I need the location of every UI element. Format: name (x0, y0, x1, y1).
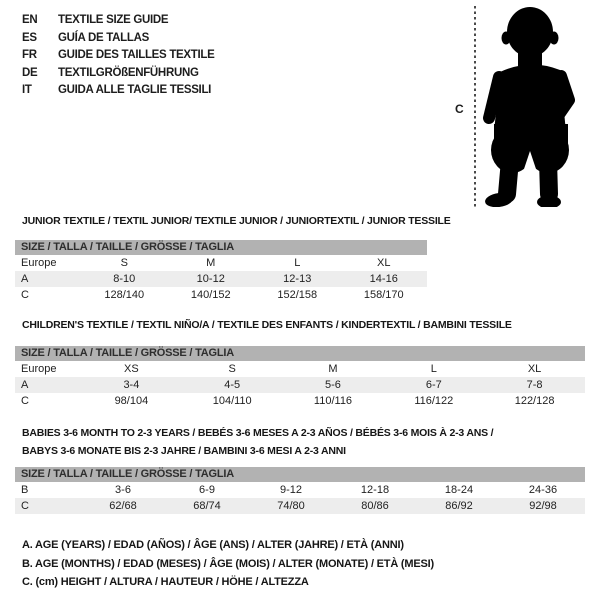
table-cell: 6-9 (199, 484, 215, 496)
language-title: GUIDA ALLE TAGLIE TESSILI (58, 84, 212, 96)
table-cell: 6-7 (425, 379, 442, 391)
table-cell: M (206, 257, 216, 269)
row-label: C (21, 395, 29, 407)
table-row (15, 393, 585, 409)
junior-table-rows (15, 255, 427, 303)
table-cell: 104/110 (212, 395, 252, 407)
table-row (15, 498, 585, 514)
table-cell: S (228, 363, 236, 375)
language-title: GUIDE DES TAILLES TEXTILE (58, 49, 215, 61)
note-age-years: A. AGE (YEARS) / EDAD (AÑOS) / ÂGE (ANS) / ALTER (JAHRE) / ETÀ (ANNI) (22, 539, 404, 551)
table-cell: 7-8 (526, 379, 543, 391)
table-cell: 8-10 (113, 273, 136, 285)
table-cell: 128/140 (104, 289, 145, 301)
table-cell: S (120, 257, 128, 269)
table-cell: 122/128 (514, 395, 555, 407)
table-row (15, 361, 585, 377)
note-height-cm: C. (cm) HEIGHT / ALTURA / HAUTEUR / HÖHE / ALTEZZA (22, 576, 309, 588)
language-code: IT (22, 84, 32, 96)
table-cell: 98/104 (114, 395, 149, 407)
table-cell: 80/86 (361, 500, 389, 512)
table-cell: 10-12 (196, 273, 225, 285)
row-label: Europe (21, 257, 57, 269)
row-label: C (21, 289, 29, 301)
table-cell: 110/116 (313, 395, 353, 407)
language-row (22, 30, 215, 48)
table-cell: 4-5 (224, 379, 241, 391)
note-age-months: B. AGE (MONTHS) / EDAD (MESES) / ÂGE (MOIS) / ALTER (MONATE) / ETÀ (MESI) (22, 557, 434, 570)
table-row (15, 271, 427, 287)
table-cell: 116/122 (414, 395, 454, 407)
row-label: A (21, 379, 29, 391)
table-cell: L (430, 363, 437, 375)
row-label: B (21, 484, 29, 496)
babies-section-title-line2: BABYS 3-6 MONATE BIS 2-3 JAHRE / BAMBINI 3-6 MESI A 2-3 ANNI (22, 445, 346, 457)
language-code: ES (22, 31, 37, 44)
baby-silhouette-icon (482, 4, 582, 207)
junior-size-table (15, 240, 427, 303)
babies-size-table (15, 467, 585, 514)
table-cell: 5-6 (325, 379, 341, 391)
children-size-table (15, 346, 585, 409)
language-title: TEXTILGRÖßENFÜHRUNG (58, 66, 199, 79)
language-row (22, 65, 215, 83)
table-cell: 158/170 (363, 289, 404, 301)
babies-section-title-line1: BABIES 3-6 MONTH TO 2-3 YEARS / BEBÉS 3-6 MESES A 2-3 AÑOS / BÉBÉS 3-6 MOIS À 2-3 ANS / (22, 427, 494, 439)
row-label: Europe (21, 363, 57, 375)
table-cell: L (294, 257, 301, 269)
language-list (22, 12, 215, 100)
language-title: GUÍA DE TALLAS (58, 31, 149, 44)
table-cell: M (328, 363, 338, 375)
children-section-title: CHILDREN'S TEXTILE / TEXTIL NIÑO/A / TEXTILE DES ENFANTS / KINDERTEXTIL / BAMBINI TESSILE (22, 319, 512, 331)
table-row (15, 255, 427, 271)
table-cell: 68/74 (193, 500, 221, 512)
junior-section-title: JUNIOR TEXTILE / TEXTIL JUNIOR/ TEXTILE JUNIOR / JUNIORTEXTIL / JUNIOR TESSILE (22, 215, 451, 227)
table-cell: 9-12 (279, 484, 303, 496)
table-cell: 62/68 (109, 500, 137, 512)
language-row (22, 82, 215, 100)
language-row (22, 47, 215, 65)
babies-table-rows (15, 482, 585, 514)
table-row (15, 287, 427, 303)
row-label: C (21, 500, 29, 512)
table-cell: 74/80 (277, 500, 305, 512)
children-table-rows (15, 361, 585, 409)
table-cell: 12-18 (360, 484, 390, 496)
table-cell: 152/158 (277, 289, 318, 301)
height-measure-label: C (455, 102, 464, 116)
table-cell: 12-13 (283, 273, 312, 285)
language-row (22, 12, 215, 30)
table-cell: 14-16 (369, 273, 398, 285)
table-cell: XS (124, 363, 139, 375)
table-cell: 24-36 (528, 484, 558, 496)
language-title: TEXTILE SIZE GUIDE (58, 14, 169, 26)
height-dashed-line (474, 6, 476, 207)
row-label: A (21, 273, 29, 285)
table-cell: 3-6 (115, 484, 131, 496)
legend-notes (22, 536, 434, 592)
language-code: FR (22, 49, 37, 61)
table-row (15, 377, 585, 393)
size-header-bar: SIZE / TALLA / TAILLE / GRÖSSE / TAGLIA (15, 467, 585, 482)
table-cell: XL (527, 363, 542, 375)
table-row (15, 482, 585, 498)
size-header-bar: SIZE / TALLA / TAILLE / GRÖSSE / TAGLIA (15, 240, 427, 255)
table-cell: 18-24 (444, 484, 474, 496)
language-code: EN (22, 14, 38, 26)
table-cell: 86/92 (445, 500, 473, 512)
language-code: DE (22, 66, 38, 79)
table-cell: 3-4 (123, 379, 140, 391)
table-cell: 92/98 (529, 500, 557, 512)
table-cell: 140/152 (190, 289, 231, 301)
table-cell: XL (377, 257, 391, 269)
size-header-bar: SIZE / TALLA / TAILLE / GRÖSSE / TAGLIA (15, 346, 585, 361)
